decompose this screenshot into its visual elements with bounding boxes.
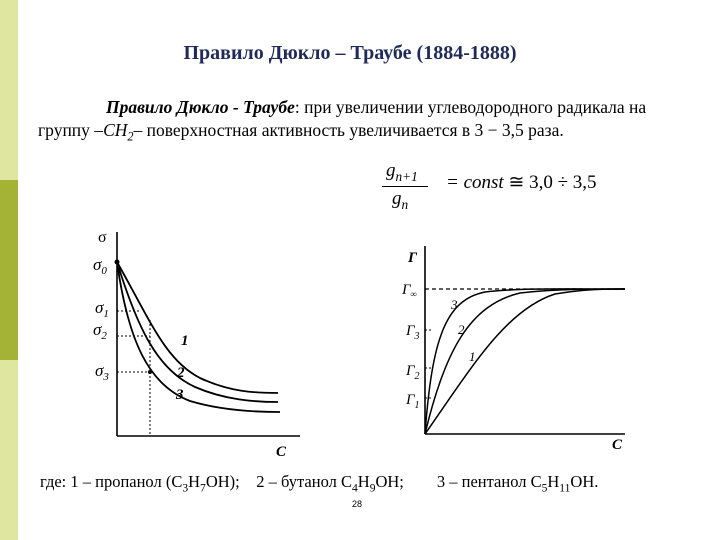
left-x-axis-label: C xyxy=(276,444,287,460)
gamma-inf-label: $Г_\infty$ xyxy=(402,282,417,299)
gamma1-label: $Г_1$ xyxy=(406,392,420,411)
right-curve-labels xyxy=(450,297,476,364)
caption-butanol: 2 – бутанол $C_4H_9OH$; xyxy=(256,472,404,495)
sigma3-point xyxy=(148,370,152,374)
caption-pentanol: 3 – пентанол $C_5H_{11}OH$. xyxy=(436,472,599,495)
right-x-axis-label: C xyxy=(612,437,623,453)
formula-denominator: $g_n$ xyxy=(392,188,409,212)
rule-text2: поверхностная активность увеличивается в 3 − 3,5 раза. xyxy=(146,120,564,140)
rule-dash: – xyxy=(133,120,147,140)
sigma1-label: $\sigma_1$ xyxy=(95,298,109,320)
sigma0-point xyxy=(115,260,120,265)
right-curve-label-3: 3 xyxy=(451,297,458,312)
ch-group: CH xyxy=(103,120,128,140)
gamma2-label: $Г_2$ xyxy=(406,363,420,382)
rule-lead: Правило Дюкло - Траубе xyxy=(106,97,295,117)
right-y-tick-labels xyxy=(401,282,420,411)
slide-title: Правило Дюкло – Траубе (1884-1888) xyxy=(183,42,517,64)
formula-numerator: $g_{n+1}$ xyxy=(386,160,418,184)
left-curve-label-3: 3 xyxy=(176,387,184,403)
left-curve-label-2: 2 xyxy=(177,365,185,381)
sigma3-label: $\sigma_3$ xyxy=(95,361,109,383)
left-chart xyxy=(93,229,300,460)
sigma0-label: $\sigma_0$ xyxy=(93,255,107,277)
left-y-tick-labels xyxy=(93,255,109,383)
ch-sub: 2 xyxy=(127,129,134,144)
left-y-axis-label: σ xyxy=(98,229,107,246)
left-curve-2 xyxy=(117,262,278,402)
rule-colon: : xyxy=(294,97,300,117)
right-curve-label-1: 1 xyxy=(469,349,476,364)
right-curve-label-2: 2 xyxy=(458,322,465,337)
right-chart xyxy=(401,246,625,453)
legend-caption xyxy=(40,472,710,494)
rule-text1: при увеличении углеводородного радикала на группу – xyxy=(38,97,647,140)
right-y-axis-label: Г xyxy=(408,250,418,266)
formula-rhs: = const ≅ 3,0 ÷ 3,5 xyxy=(446,172,597,193)
left-curve-3 xyxy=(117,262,280,412)
sigma2-label: $\sigma_2$ xyxy=(93,320,107,342)
gamma3-label: $Г_3$ xyxy=(406,323,420,342)
left-curve-label-1: 1 xyxy=(181,333,189,349)
page-number: 28 xyxy=(352,499,363,509)
caption-propanol: где: 1 – пропанол $(C_3H_7OH)$; xyxy=(40,472,240,495)
